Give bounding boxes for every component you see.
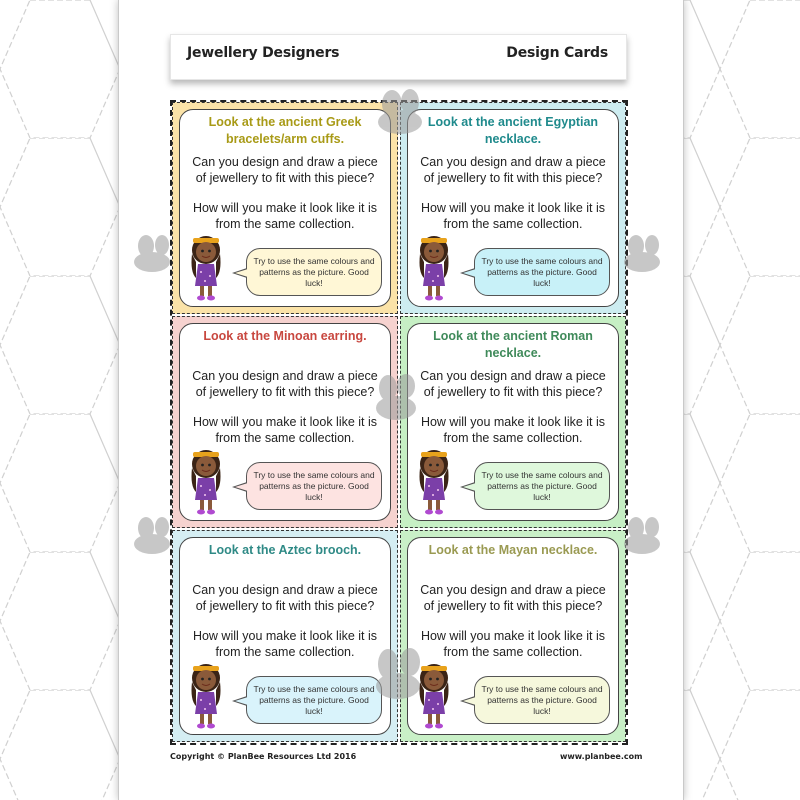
card-question: Can you design and draw a piece of jewellery to fit with this piece? <box>420 155 606 185</box>
hint-text: Try to use the same colours and patterns as the picture. Good luck! <box>481 469 603 502</box>
bee-watermark-icon <box>122 516 184 562</box>
card-question: Can you design and draw a piece of jewellery to fit with this piece? <box>192 583 378 613</box>
card-title: Look at the ancient Egyptian necklace. <box>427 115 599 146</box>
girl-character-icon <box>184 660 228 730</box>
speech-bubble-tail-fill <box>235 697 248 705</box>
bee-watermark-icon <box>358 646 438 708</box>
card-title: Look at the Mayan necklace. <box>428 543 598 557</box>
card-question-2: How will you make it look like it is from the same collection. <box>192 415 378 445</box>
card-title: Look at the ancient Greek bracelets/arm cuffs. <box>208 115 362 146</box>
card-body <box>407 109 619 307</box>
speech-bubble-tail-fill <box>463 269 476 277</box>
card-body <box>407 537 619 735</box>
card-question: Can you design and draw a piece of jewellery to fit with this piece? <box>192 369 378 399</box>
page-subtitle: Design Cards <box>506 45 608 61</box>
header-banner <box>170 34 627 80</box>
bee-watermark-icon <box>122 234 184 278</box>
bee-watermark-icon <box>362 88 438 144</box>
card-body <box>179 323 391 521</box>
card-question: Can you design and draw a piece of jewellery to fit with this piece? <box>420 369 606 399</box>
card-body <box>407 323 619 521</box>
design-card <box>172 530 398 742</box>
hint-text: Try to use the same colours and patterns as the picture. Good luck! <box>253 469 375 502</box>
speech-bubble <box>246 462 382 510</box>
design-card <box>400 316 626 528</box>
bee-watermark-icon <box>362 372 432 430</box>
card-title: Look at the Aztec brooch. <box>208 543 362 557</box>
copyright-text: Copyright © PlanBee Resources Ltd 2016 <box>170 752 357 761</box>
card-title: Look at the ancient Roman necklace. <box>433 329 593 360</box>
card-question-2: How will you make it look like it is from the same collection. <box>192 629 378 659</box>
girl-character-icon <box>184 446 228 516</box>
bee-watermark-icon <box>612 516 674 562</box>
card-question: Can you design and draw a piece of jewellery to fit with this piece? <box>192 155 378 185</box>
hint-text: Try to use the same colours and patterns as the picture. Good luck! <box>481 683 603 716</box>
card-body <box>179 109 391 307</box>
card-question-2: How will you make it look like it is from the same collection. <box>420 201 606 231</box>
card-question-2: How will you make it look like it is from the same collection. <box>420 629 606 659</box>
hint-text: Try to use the same colours and patterns as the picture. Good luck! <box>253 683 375 716</box>
speech-bubble-tail-fill <box>235 483 248 491</box>
speech-bubble-tail-fill <box>463 697 476 705</box>
card-question: Can you design and draw a piece of jewellery to fit with this piece? <box>420 583 606 613</box>
speech-bubble-tail-fill <box>463 483 476 491</box>
design-card <box>400 530 626 742</box>
website-text: www.planbee.com <box>560 752 643 761</box>
hint-text: Try to use the same colours and patterns as the picture. Good luck! <box>481 255 603 288</box>
card-title: Look at the Minoan earring. <box>203 329 367 343</box>
girl-character-icon <box>412 446 456 516</box>
card-question-2: How will you make it look like it is from the same collection. <box>420 415 606 445</box>
speech-bubble <box>474 462 610 510</box>
bee-watermark-icon <box>612 234 672 278</box>
hint-text: Try to use the same colours and patterns as the picture. Good luck! <box>253 255 375 288</box>
speech-bubble <box>474 676 610 724</box>
card-question-2: How will you make it look like it is from the same collection. <box>192 201 378 231</box>
speech-bubble <box>246 248 382 296</box>
girl-character-icon <box>412 232 456 302</box>
girl-character-icon <box>184 232 228 302</box>
speech-bubble <box>474 248 610 296</box>
speech-bubble-tail-fill <box>235 269 248 277</box>
page-title: Jewellery Designers <box>187 45 340 61</box>
